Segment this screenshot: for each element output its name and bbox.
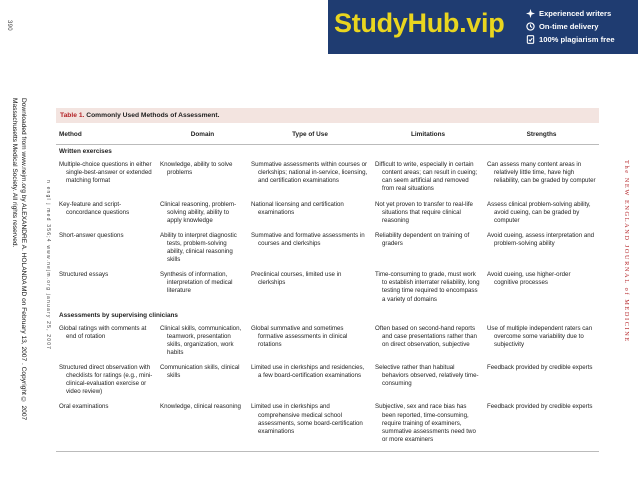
cell-text: Oral examinations [59,403,109,411]
cell-limitations [372,269,484,308]
column-header-method: Method [59,131,82,138]
ad-feature-list [526,7,615,46]
cell-limitations [372,199,484,230]
cell-type-of-use [248,230,372,269]
cell-strengths [484,401,599,448]
journal-name: The NEW ENGLAND JOURNAL of MEDICINE [623,160,630,343]
assessment-table-container [56,108,599,452]
table-row [56,159,599,198]
cell-method [56,401,157,448]
section-header-row [56,145,599,160]
cell-text: Global summative and sometimes formative assessments in clinical rotations [251,324,348,348]
cell-text: Not yet proven to transfer to real-life situations that require clinical reasoning [375,200,473,224]
table-row [56,230,599,269]
cell-text: Often based on second-hand reports and case presentations rather than on direct observation, subjective [375,324,477,348]
cell-domain [157,401,248,448]
cell-text: Multiple-choice questions in either single-best-answer or extended matching format [59,161,152,185]
cell-limitations [372,401,484,448]
column-header-strengths: Strengths [526,131,557,138]
cell-text: Key-feature and script-concordance questions [59,200,130,216]
cell-text: Assess clinical problem-solving ability, avoid cueing, can be graded by computer [487,200,591,224]
cell-domain [157,323,248,362]
cell-text: Synthesis of information, interpretation of medical literature [160,271,233,295]
cell-domain [157,159,248,198]
column-header-domain: Domain [190,131,215,138]
table-row [56,199,599,230]
cell-strengths [484,362,599,401]
cell-text: Feedback provided by credible experts [487,364,593,372]
table-caption [56,108,599,123]
cell-text: Selective rather than habitual behaviors observed, relatively time-consuming [375,364,479,388]
cell-text: Clinical skills, communication, teamwork, presentation skills, organization, work habits [160,324,242,356]
ad-feature-label: Experienced writers [539,9,612,18]
cell-strengths [484,269,599,308]
ad-feature [526,7,615,20]
cell-text: Limited use in clerkships and comprehensive medical school assessments, some board-certification examinations [251,403,363,435]
table-row [56,362,599,401]
table-body [56,145,599,449]
cell-text: Global ratings with comments at end of rotation [59,324,147,340]
cell-text: Time-consuming to grade, must work to establish interrater reliability, long testing time required to encompass a variety of domains [375,271,480,303]
clock-icon [526,22,535,31]
cell-text: Preclinical courses, limited use in clerkships [251,271,342,287]
cell-text: Summative assessments within courses or clerkships; national in-service, licensing, and certification examinations [251,161,368,185]
cell-method [56,269,157,308]
cell-text: Avoid cueing, use higher-order cognitive processes [487,271,571,287]
ad-feature-label: On-time delivery [539,22,599,31]
cell-text: Summative and formative assessments in courses and clerkships [251,231,365,247]
cell-text: Ability to interpret diagnostic tests, problem-solving ability, clinical reasoning skills [160,231,237,264]
cell-method [56,362,157,401]
section-header-row [56,309,599,323]
cell-method [56,199,157,230]
cell-domain [157,269,248,308]
column-header-limitations: Limitations [410,131,446,138]
ad-feature [526,20,615,33]
table-row [56,401,599,448]
cell-text: Subjective, sex and race bias has been reported, time-consuming, require training of examiners, summative assessments need two or more examiners [375,403,476,443]
table-title: Commonly Used Methods of Assessment. [86,112,220,119]
ad-banner[interactable] [328,0,638,54]
cell-text: Use of multiple independent raters can overcome some variability due to subjectivity [487,324,593,348]
cell-domain [157,362,248,401]
cell-text: Knowledge, clinical reasoning [160,403,241,411]
cell-text: Knowledge, ability to solve problems [160,161,233,177]
journal-meta: n engl j med 356;4 www.nejm.org january 25, 2007 [45,180,51,351]
cell-text: Reliability dependent on training of graders [375,231,470,247]
cell-text: National licensing and certification examinations [251,200,344,216]
cell-type-of-use [248,401,372,448]
sparkle-icon [526,9,535,18]
table-row [56,323,599,362]
cell-domain [157,199,248,230]
cell-text: Structured essays [59,271,109,279]
cell-strengths [484,323,599,362]
cell-domain [157,230,248,269]
cell-text: Can assess many content areas in relatively little time, have high reliability, can be graded by computer [487,161,596,185]
cell-text: Difficult to write, especially in certain content areas; can result in cueing; can seem artificial and removed from real situations [375,161,478,193]
table-header-row [56,123,599,145]
cell-limitations [372,362,484,401]
cell-text: Feedback provided by credible experts [487,403,593,411]
column-header-type-of-use: Type of Use [292,131,328,138]
cell-method [56,159,157,198]
document-check-icon [526,35,535,44]
cell-text: Limited use in clerkships and residencies, a few board-certification examinations [251,364,365,380]
cell-type-of-use [248,159,372,198]
cell-text: Avoid cueing, assess interpretation and problem-solving ability [487,231,595,247]
cell-strengths [484,159,599,198]
cell-method [56,230,157,269]
section-title: Assessments by supervising clinicians [59,311,178,319]
table-row [56,269,599,308]
cell-strengths [484,230,599,269]
cell-strengths [484,199,599,230]
table-bottom-rule [56,451,599,452]
page-number: 390 [6,20,12,31]
cell-text: Clinical reasoning, problem-solving ability, ability to apply knowledge [160,200,237,224]
table-label: Table 1. [60,112,85,119]
cell-type-of-use [248,362,372,401]
ad-feature-label: 100% plagiarism free [539,35,615,44]
ad-logo: StudyHub.vip [334,8,505,38]
cell-type-of-use [248,323,372,362]
cell-text: Short-answer questions [59,231,124,239]
cell-text: Structured direct observation with checklists for ratings (e.g., mini-clinical-evaluation exercise or video review) [59,364,153,396]
cell-type-of-use [248,199,372,230]
section-title: Written exercises [59,148,112,156]
cell-limitations [372,159,484,198]
cell-limitations [372,323,484,362]
cell-type-of-use [248,269,372,308]
cell-limitations [372,230,484,269]
ad-feature [526,33,615,46]
cell-text: Communication skills, clinical skills [160,364,240,380]
cell-method [56,323,157,362]
download-note: Downloaded from www.nejm.org by ALEXANDRE A. HOLANDA MD on February 13, 2007 . Copyright © 2007 Massachusetts Medical Society. All rights reserved. [11,98,27,421]
assessment-methods-table [56,123,599,449]
